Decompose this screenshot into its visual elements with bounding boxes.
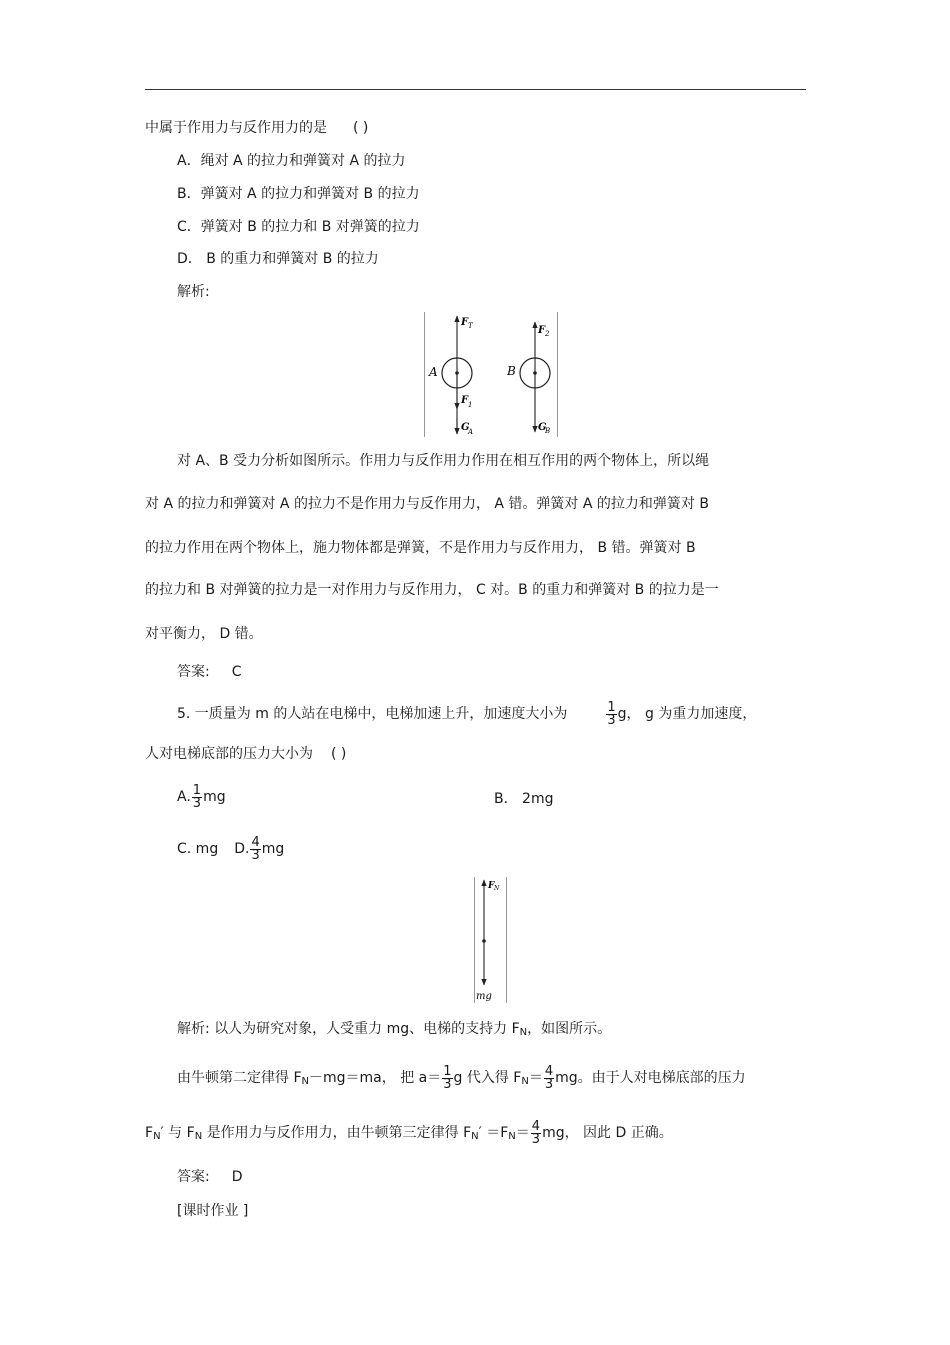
q4-option-b: B．弹簧对 A 的拉力和弹簧对 B 的拉力 bbox=[177, 186, 420, 202]
svg-text:mg: mg bbox=[476, 991, 492, 1002]
q4-analysis-line-3: 的拉力作用在两个物体上，施力物体都是弹簧，不是作用力与反作用力， B 错。弹簧对 B bbox=[145, 540, 696, 556]
q5-fraction: $\frac{1}{3}$ bbox=[607, 699, 616, 728]
q4-answer: 答案: C bbox=[177, 664, 242, 680]
force-diagram-person bbox=[474, 877, 507, 1003]
svg-text:N: N bbox=[494, 885, 500, 892]
q5-analysis-line-1: 解析: 以人为研究对象，人受重力 mg、电梯的支持力 $F_N$，如图所示。 bbox=[177, 1021, 612, 1038]
q4-option-c: C．弹簧对 B 的拉力和 B 对弹簧的拉力 bbox=[177, 219, 420, 235]
q5-option-a: A. $\frac{1}{3}$ mg bbox=[177, 782, 226, 811]
q4-analysis-line-4: 的拉力和 B 对弹簧的拉力是一对作用力与反作用力， C 对。B 的重力和弹簧对 B 的拉力是一 bbox=[145, 582, 719, 598]
force-diagram-ab bbox=[424, 312, 558, 437]
svg-text:G: G bbox=[538, 422, 547, 433]
svg-text:F: F bbox=[461, 395, 469, 406]
q4-analysis-line-2: 对 A 的拉力和弹簧对 A 的拉力不是作用力与反作用力， A 错。弹簧对 A 的拉力和弹簧对 B bbox=[145, 496, 709, 512]
q5-stem-line-2: 人对电梯底部的压力大小为 ( ) bbox=[145, 746, 347, 762]
q5-option-b: B． 2mg bbox=[494, 791, 554, 807]
svg-text:1: 1 bbox=[468, 401, 473, 409]
q5-newton-second-law: 由牛顿第二定律得 $F_N-mg=ma$， 把 a＝ $\frac{1}{3}$ g 代入得 $F_N=$ $\frac{4}{3}$ mg。由于人对电梯底部的压力 bbox=[177, 1063, 746, 1092]
svg-text:T: T bbox=[468, 322, 473, 330]
header-rule bbox=[145, 89, 806, 90]
label-b: B bbox=[507, 364, 516, 378]
svg-text:A: A bbox=[468, 428, 474, 436]
q4-option-a: A．绳对 A 的拉力和弹簧对 A 的拉力 bbox=[177, 153, 406, 169]
svg-text:2: 2 bbox=[545, 330, 550, 338]
homework-heading: [课时作业 ] bbox=[177, 1203, 249, 1219]
q5-option-c-d bbox=[177, 835, 284, 863]
svg-text:F: F bbox=[461, 317, 469, 328]
q4-analysis-label: 解析: bbox=[177, 284, 210, 300]
q4-option-d: D． B 的重力和弹簧对 B 的拉力 bbox=[177, 251, 379, 267]
svg-text:B: B bbox=[545, 427, 551, 435]
label-a: A bbox=[429, 365, 438, 379]
q5-option-c: C. mg bbox=[177, 841, 219, 857]
q5-newton-third-law: $F_N'$ 与 $F_N$ 是作用力与反作用力，由牛顿第三定律得 $F_N' =F_N=$ $\frac{4}{3}$ mg， 因此 D 正确。 bbox=[145, 1118, 673, 1147]
q4-answer-value: C bbox=[231, 664, 242, 680]
svg-text:F: F bbox=[538, 325, 546, 336]
q5-answer: 答案: D bbox=[177, 1169, 243, 1185]
svg-text:G: G bbox=[461, 422, 470, 433]
q5-answer-value: D bbox=[231, 1169, 243, 1185]
q4-stem: 中属于作用力与反作用力的是 ( ) bbox=[145, 120, 369, 136]
q5-option-d: D. $\frac{4}{3}$ mg bbox=[234, 834, 285, 863]
q4-analysis-line-5: 对平衡力， D 错。 bbox=[145, 626, 263, 642]
q4-analysis-line-1: 对 A、B 受力分析如图所示。作用力与反作用力作用在相互作用的两个物体上，所以绳 bbox=[177, 453, 710, 469]
svg-text:F: F bbox=[488, 881, 495, 891]
q5-stem-line-1: 5. 一质量为 m 的人站在电梯中，电梯加速上升，加速度大小为 $\frac{1}{3}$ g， g 为重力加速度， bbox=[177, 699, 757, 728]
